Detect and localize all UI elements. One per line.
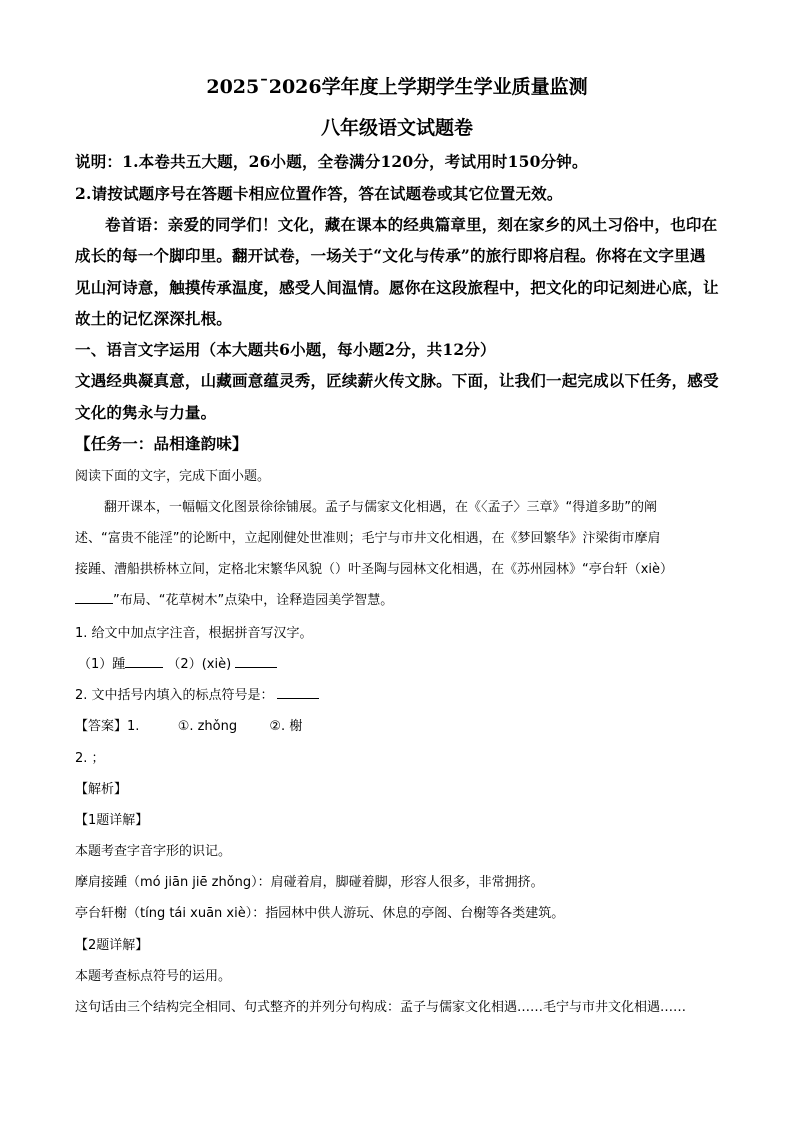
fill-blank[interactable] xyxy=(125,655,163,668)
section-intro-line: 文遇经典凝真意，山藏画意蕴灵秀，匠续薪火传文脉。下面，让我们一起完成以下任务，感受 xyxy=(75,371,719,390)
preface-line: 故土的记忆深深扎根。 xyxy=(75,309,233,328)
passage-line: 述、“富贵不能淫”的论断中，立起刚健处世准则；毛宁与市井文化相遇，在《梦回繁华》汴梁街市摩肩 xyxy=(75,531,661,546)
analysis-label: 【解析】 xyxy=(75,782,128,797)
answer-label: 【答案】1. xyxy=(75,719,140,734)
question-1: 1. 给文中加点字注音，根据拼音写汉字。 xyxy=(75,626,313,641)
fill-blank[interactable] xyxy=(75,591,113,604)
answer-2: 2. ； xyxy=(75,751,105,766)
detail-2-item: 这句话由三个结构完全相同、句式整齐的并列分句构成：孟子与儒家文化相遇……毛宁与市井文化相遇…… xyxy=(75,1000,687,1015)
section-heading: 一、语言文字运用（本大题共6小题，每小题2分，共12分） xyxy=(75,340,496,359)
task-heading: 【任务一：品相逢韵味】 xyxy=(75,434,248,453)
detail-1-item: 摩肩接踵（mó jiān jiē zhǒng）：肩碰着肩，脚碰着脚，形容人很多，非常拥挤。 xyxy=(75,875,544,890)
section-intro-line: 文化的隽永与力量。 xyxy=(75,403,217,422)
question-2-text: 2. 文中括号内填入的标点符号是： xyxy=(75,688,274,703)
answer-b: ②. 榭 xyxy=(269,719,303,734)
passage-line-text: ”布局、“花草树木”点染中，诠释造园美学智慧。 xyxy=(113,593,394,608)
q1-sub-b: （2）(xiè) xyxy=(167,657,232,672)
answer-row xyxy=(75,715,302,734)
instructions-line-2: 2.请按试题序号在答题卡相应位置作答，答在试题卷或其它位置无效。 xyxy=(75,184,563,203)
question-1-subparts xyxy=(78,653,277,672)
exam-title: 2025¯2026学年度上学期学生学业质量监测 xyxy=(206,76,588,98)
passage-line: 翻开课本，一幅幅文化图景徐徐铺展。孟子与儒家文化相遇，在《〈孟子〉三章》“得道多助”的阐 xyxy=(104,500,657,515)
preface-line: 见山河诗意，触摸传承温度，感受人间温情。愿你在这段旅程中，把文化的印记刻进心底，让 xyxy=(75,278,719,297)
read-prompt: 阅读下面的文字，完成下面小题。 xyxy=(75,469,271,484)
preface-line: 成长的每一个脚印里。翻开试卷，一场关于“文化与传承”的旅行即将启程。你将在文字里遇 xyxy=(75,246,706,265)
passage-line: 接踵、漕船拱桥林立间，定格北宋繁华风貌（）叶圣陶与园林文化相遇，在《苏州园林》“亭台轩（xiè） xyxy=(75,562,674,577)
detail-2-text: 本题考查标点符号的运用。 xyxy=(75,969,232,984)
detail-2-label: 【2题详解】 xyxy=(75,938,149,953)
q1-sub-a: （1）踵 xyxy=(78,657,126,672)
passage-line-with-blank xyxy=(75,589,393,608)
instructions-line-1: 说明：1.本卷共五大题，26小题，全卷满分120分，考试用时150分钟。 xyxy=(75,152,588,171)
fill-blank[interactable] xyxy=(235,655,277,668)
exam-subtitle: 八年级语文试题卷 xyxy=(320,117,473,139)
detail-1-text: 本题考查字音字形的识记。 xyxy=(75,844,232,859)
fill-blank[interactable] xyxy=(277,686,319,699)
detail-1-label: 【1题详解】 xyxy=(75,813,149,828)
answer-a: ①. zhǒng xyxy=(177,719,238,734)
detail-1-item: 亭台轩榭（tíng tái xuān xiè）：指园林中供人游玩、休息的亭阁、台榭等各类建筑。 xyxy=(75,906,565,921)
preface-line: 卷首语：亲爱的同学们！文化，藏在课本的经典篇章里，刻在家乡的风土习俗中，也印在 xyxy=(105,215,718,234)
question-2 xyxy=(75,684,319,703)
